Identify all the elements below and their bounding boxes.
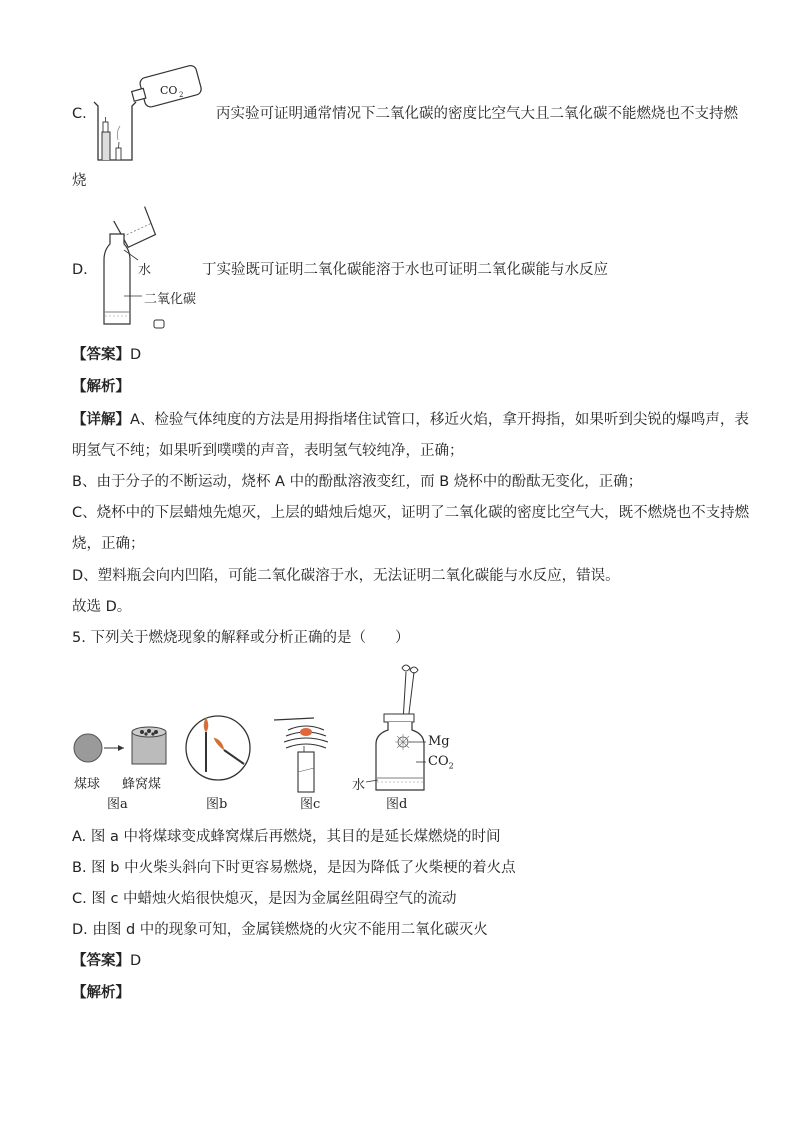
answer-value: D — [130, 347, 142, 363]
fig-b-caption: 图b — [206, 797, 228, 812]
fig-d-water-label: 水 — [352, 778, 366, 793]
svg-text:2: 2 — [179, 91, 184, 99]
analysis-label-q5: 【解析】 — [72, 985, 130, 1001]
water-label: 水 — [138, 263, 152, 278]
q5-option-a: A. 图 a 中将煤球变成蜂窝煤后再燃烧，其目的是延长煤燃烧的时间 — [72, 829, 501, 845]
option-c-text-line-1: 丙实验可证明通常情况下二氧化碳的密度比空气大且二氧化碳不能燃烧也不支持燃 — [216, 106, 738, 122]
figure-a — [74, 727, 166, 764]
answer-value: D — [130, 953, 142, 969]
q5-option-c: C. 图 c 中蜡烛火焰很快熄灭，是因为金属丝阻碍空气的流动 — [72, 891, 457, 907]
option-d-text: 丁实验既可证明二氧化碳能溶于水也可证明二氧化碳能与水反应 — [202, 262, 608, 278]
analysis-label-q4: 【解析】 — [72, 379, 130, 395]
detail-a-line-1: 【详解】A、检验气体纯度的方法是用拇指堵住试管口，移近火焰，拿开拇指，如果听到尖锐的爆鸣声，表 — [72, 412, 749, 428]
co2-bottle-label: CO — [160, 84, 178, 97]
fig-d-mg-label: Mg — [428, 734, 450, 749]
option-d-letter: D. — [72, 262, 88, 278]
detail-d: D、塑料瓶会向内凹陷，可能二氧化碳溶于水，无法证明二氧化碳能与水反应，错误。 — [72, 568, 620, 584]
q5-option-d: D. 由图 d 中的现象可知，金属镁燃烧的火灾不能用二氧化碳灭火 — [72, 922, 488, 938]
fig-a-caption: 图a — [107, 797, 128, 812]
answer-label: 【答案】 — [72, 953, 130, 969]
answer-row-q4 — [72, 344, 141, 366]
fig-d-caption: 图d — [386, 797, 408, 812]
bottle-water-figure — [96, 204, 208, 332]
detail-label: 【详解】 — [72, 412, 130, 428]
detail-b: B、由于分子的不断运动，烧杯 A 中的酚酞溶液变红，而 B 烧杯中的酚酞无变化，正确； — [72, 474, 643, 490]
option-c-letter: C. — [72, 106, 87, 122]
fig-c-caption: 图c — [300, 797, 321, 812]
option-c-text-line-2: 烧 — [72, 173, 87, 189]
detail-c-line-2: 烧，正确； — [72, 536, 145, 552]
co2-label: 二氧化碳 — [144, 292, 197, 307]
fig-a-left-label: 煤球 — [74, 777, 101, 792]
figure-d — [366, 665, 426, 790]
detail-c-line-1: C、烧杯中的下层蜡烛先熄灭，上层的蜡烛后熄灭，证明了二氧化碳的密度比空气大，既不燃烧也不支持燃 — [72, 505, 750, 521]
question-5-stem: 5. 下列关于燃烧现象的解释或分析正确的是（ ） — [72, 630, 410, 646]
figure-b — [186, 716, 250, 780]
detail-a-line-2: 明氢气不纯；如果听到噗噗的声音，表明氢气较纯净，正确； — [72, 443, 464, 459]
beaker-candle-figure — [88, 60, 208, 168]
figure-c — [274, 718, 328, 792]
answer-row-q5 — [72, 950, 141, 972]
conclusion: 故选 D。 — [72, 599, 132, 615]
answer-label: 【答案】 — [72, 347, 130, 363]
fig-a-right-label: 蜂窝煤 — [122, 777, 162, 792]
fig-d-co2-label: $CO_2$ — [428, 754, 454, 771]
q5-option-b: B. 图 b 中火柴头斜向下时更容易燃烧，是因为降低了火柴梗的着火点 — [72, 860, 516, 876]
